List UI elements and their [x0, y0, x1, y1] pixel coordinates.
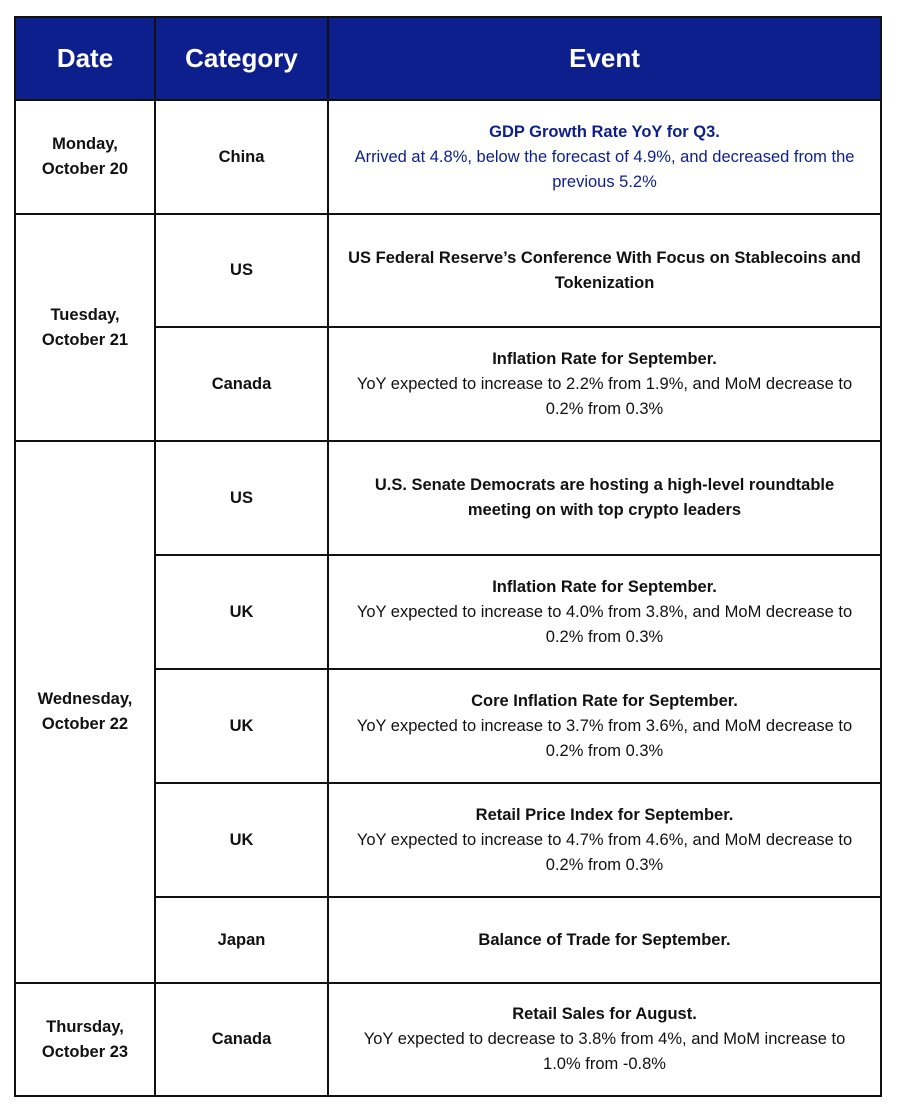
date-weekday: Monday,: [52, 135, 118, 153]
date-cell: [15, 100, 155, 214]
table-row: [15, 214, 881, 327]
event-cell: [328, 983, 881, 1096]
event-cell: [328, 783, 881, 897]
event-cell: [328, 669, 881, 783]
category-cell: UK: [155, 555, 328, 669]
event-title: GDP Growth Rate YoY for Q3.: [489, 122, 720, 141]
event-cell: [328, 897, 881, 983]
event-cell: [328, 441, 881, 555]
category-cell: China: [155, 100, 328, 214]
event-cell: [328, 327, 881, 441]
date-weekday: Thursday,: [46, 1017, 124, 1036]
date-day: October 23: [41, 1042, 129, 1061]
date-cell: [15, 441, 155, 983]
event-title: Inflation Rate for September.: [492, 577, 717, 596]
category-cell: Canada: [155, 983, 328, 1096]
header-event: Event: [328, 17, 881, 100]
category-cell: Canada: [155, 327, 328, 441]
table-row: [15, 983, 881, 1096]
economic-calendar-table: [14, 16, 882, 1097]
date-cell: [15, 983, 155, 1096]
event-title: Balance of Trade for September.: [478, 930, 731, 949]
event-title: US Federal Reserve’s Conference With Focus on Stablecoins and Tokenization: [348, 248, 861, 292]
category-cell: UK: [155, 669, 328, 783]
date-weekday: Wednesday,: [37, 690, 133, 708]
event-description: YoY expected to increase to 4.7% from 4.6%, and MoM decrease to 0.2% from 0.3%: [356, 830, 853, 874]
event-title: Retail Sales for August.: [512, 1005, 697, 1023]
category-cell: UK: [155, 783, 328, 897]
event-cell: [328, 555, 881, 669]
date-day: October 22: [41, 715, 129, 733]
header-row: [15, 17, 881, 100]
date-day: October 20: [41, 160, 129, 178]
event-description: Arrived at 4.8%, below the forecast of 4.9%, and decreased from the previous 5.2%: [354, 147, 855, 191]
event-cell: [328, 100, 881, 214]
event-title: U.S. Senate Democrats are hosting a high-level roundtable meeting on with top crypto leaders: [374, 476, 835, 519]
event-title: Retail Price Index for September.: [475, 805, 734, 824]
table-row: [15, 441, 881, 555]
category-cell: US: [155, 441, 328, 555]
header-category: Category: [155, 17, 328, 100]
date-cell: [15, 214, 155, 441]
category-cell: Japan: [155, 897, 328, 983]
date-day: October 21: [41, 330, 129, 349]
event-title: Inflation Rate for September.: [492, 349, 717, 368]
event-title: Core Inflation Rate for September.: [471, 691, 738, 710]
event-description: YoY expected to increase to 3.7% from 3.6%, and MoM decrease to 0.2% from 0.3%: [356, 716, 853, 760]
event-description: YoY expected to increase to 2.2% from 1.9%, and MoM decrease to 0.2% from 0.3%: [356, 374, 853, 418]
event-cell: [328, 214, 881, 327]
event-description: YoY expected to increase to 4.0% from 3.8%, and MoM decrease to 0.2% from 0.3%: [356, 602, 853, 646]
header-date: Date: [15, 17, 155, 100]
date-weekday: Tuesday,: [50, 305, 120, 324]
event-description: YoY expected to decrease to 3.8% from 4%, and MoM increase to 1.0% from -0.8%: [363, 1030, 846, 1073]
category-cell: US: [155, 214, 328, 327]
table-row: [15, 100, 881, 214]
